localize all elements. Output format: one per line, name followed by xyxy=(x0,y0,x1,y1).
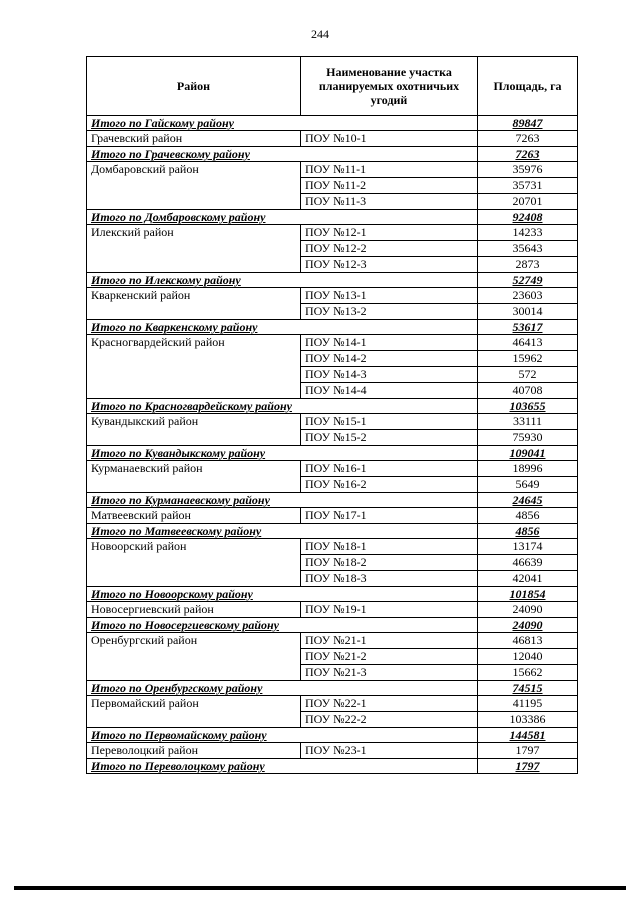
plot-name: ПОУ №18-1 xyxy=(301,539,478,555)
table-row xyxy=(87,288,578,304)
district-name: Домбаровский район xyxy=(87,162,301,210)
plot-name: ПОУ №10-1 xyxy=(301,131,478,147)
table-row xyxy=(87,539,578,555)
plot-name: ПОУ №16-1 xyxy=(301,461,478,477)
total-label: Итого по Первомайскому району xyxy=(87,728,478,743)
total-row xyxy=(87,759,578,774)
total-label: Итого по Матвеевскому району xyxy=(87,524,478,539)
total-row xyxy=(87,681,578,696)
table-row xyxy=(87,131,578,147)
total-area: 52749 xyxy=(478,273,578,288)
total-row xyxy=(87,728,578,743)
plot-area: 41195 xyxy=(478,696,578,712)
total-label: Итого по Переволоцкому району xyxy=(87,759,478,774)
total-row xyxy=(87,446,578,461)
plot-area: 46813 xyxy=(478,633,578,649)
plot-area: 18996 xyxy=(478,461,578,477)
total-label: Итого по Гайскому району xyxy=(87,116,478,131)
plot-name: ПОУ №18-3 xyxy=(301,571,478,587)
plot-name: ПОУ №11-2 xyxy=(301,178,478,194)
total-label: Итого по Домбаровскому району xyxy=(87,210,478,225)
plot-area: 40708 xyxy=(478,383,578,399)
header-plot: Наименование участка планируемых охотничьих угодий xyxy=(301,57,478,116)
table-row xyxy=(87,414,578,430)
plot-area: 35976 xyxy=(478,162,578,178)
district-name: Переволоцкий район xyxy=(87,743,301,759)
table-body xyxy=(87,116,578,774)
total-label: Итого по Кваркенскому району xyxy=(87,320,478,335)
total-area: 101854 xyxy=(478,587,578,602)
total-area: 24090 xyxy=(478,618,578,633)
plot-area: 4856 xyxy=(478,508,578,524)
plot-area: 5649 xyxy=(478,477,578,493)
plot-area: 2873 xyxy=(478,257,578,273)
plot-name: ПОУ №22-1 xyxy=(301,696,478,712)
table-row xyxy=(87,335,578,351)
district-name: Красногвардейский район xyxy=(87,335,301,399)
plot-name: ПОУ №13-2 xyxy=(301,304,478,320)
plot-name: ПОУ №17-1 xyxy=(301,508,478,524)
plot-name: ПОУ №11-3 xyxy=(301,194,478,210)
header-district: Район xyxy=(87,57,301,116)
plot-area: 1797 xyxy=(478,743,578,759)
district-name: Оренбургский район xyxy=(87,633,301,681)
plot-name: ПОУ №21-1 xyxy=(301,633,478,649)
table-row xyxy=(87,633,578,649)
total-area: 4856 xyxy=(478,524,578,539)
plot-area: 24090 xyxy=(478,602,578,618)
plot-area: 572 xyxy=(478,367,578,383)
table-row xyxy=(87,696,578,712)
plot-area: 23603 xyxy=(478,288,578,304)
total-row xyxy=(87,493,578,508)
total-label: Итого по Грачевскому району xyxy=(87,147,478,162)
hunting-grounds-table xyxy=(86,56,578,774)
total-area: 92408 xyxy=(478,210,578,225)
table-row xyxy=(87,602,578,618)
total-area: 109041 xyxy=(478,446,578,461)
plot-name: ПОУ №12-2 xyxy=(301,241,478,257)
district-name: Курманаевский район xyxy=(87,461,301,493)
page-number: 244 xyxy=(311,27,329,41)
total-area: 144581 xyxy=(478,728,578,743)
plot-area: 46413 xyxy=(478,335,578,351)
plot-name: ПОУ №21-2 xyxy=(301,649,478,665)
total-row xyxy=(87,587,578,602)
total-row xyxy=(87,399,578,414)
plot-area: 33111 xyxy=(478,414,578,430)
district-name: Илекский район xyxy=(87,225,301,273)
plot-area: 14233 xyxy=(478,225,578,241)
total-label: Итого по Кувандыкскому району xyxy=(87,446,478,461)
table-row xyxy=(87,508,578,524)
total-row xyxy=(87,147,578,162)
header-area: Площадь, га xyxy=(478,57,578,116)
plot-name: ПОУ №12-3 xyxy=(301,257,478,273)
total-row xyxy=(87,618,578,633)
district-name: Новосергиевский район xyxy=(87,602,301,618)
plot-area: 15662 xyxy=(478,665,578,681)
plot-area: 30014 xyxy=(478,304,578,320)
total-row xyxy=(87,210,578,225)
plot-area: 42041 xyxy=(478,571,578,587)
total-row xyxy=(87,116,578,131)
plot-name: ПОУ №12-1 xyxy=(301,225,478,241)
plot-name: ПОУ №11-1 xyxy=(301,162,478,178)
table-row xyxy=(87,743,578,759)
total-label: Итого по Оренбургскому району xyxy=(87,681,478,696)
total-label: Итого по Илекскому району xyxy=(87,273,478,288)
total-area: 74515 xyxy=(478,681,578,696)
plot-name: ПОУ №14-4 xyxy=(301,383,478,399)
table-header-row xyxy=(87,57,578,116)
total-area: 103655 xyxy=(478,399,578,414)
plot-name: ПОУ №16-2 xyxy=(301,477,478,493)
total-row xyxy=(87,320,578,335)
plot-name: ПОУ №13-1 xyxy=(301,288,478,304)
plot-area: 12040 xyxy=(478,649,578,665)
plot-name: ПОУ №14-1 xyxy=(301,335,478,351)
district-name: Новоорский район xyxy=(87,539,301,587)
total-label: Итого по Курманаевскому району xyxy=(87,493,478,508)
district-name: Матвеевский район xyxy=(87,508,301,524)
plot-name: ПОУ №22-2 xyxy=(301,712,478,728)
district-name: Кувандыкский район xyxy=(87,414,301,446)
total-row xyxy=(87,273,578,288)
table-row xyxy=(87,162,578,178)
district-name: Грачевский район xyxy=(87,131,301,147)
total-area: 89847 xyxy=(478,116,578,131)
district-name: Кваркенский район xyxy=(87,288,301,320)
plot-name: ПОУ №21-3 xyxy=(301,665,478,681)
plot-area: 35643 xyxy=(478,241,578,257)
plot-area: 7263 xyxy=(478,131,578,147)
plot-area: 13174 xyxy=(478,539,578,555)
total-area: 7263 xyxy=(478,147,578,162)
plot-area: 75930 xyxy=(478,430,578,446)
plot-name: ПОУ №14-3 xyxy=(301,367,478,383)
total-row xyxy=(87,524,578,539)
plot-area: 20701 xyxy=(478,194,578,210)
bottom-rule xyxy=(14,886,626,890)
total-label: Итого по Красногвардейскому району xyxy=(87,399,478,414)
plot-area: 46639 xyxy=(478,555,578,571)
total-label: Итого по Новоорскому району xyxy=(87,587,478,602)
district-name: Первомайский район xyxy=(87,696,301,728)
plot-name: ПОУ №14-2 xyxy=(301,351,478,367)
plot-name: ПОУ №23-1 xyxy=(301,743,478,759)
total-label: Итого по Новосергиевскому району xyxy=(87,618,478,633)
plot-name: ПОУ №18-2 xyxy=(301,555,478,571)
total-area: 24645 xyxy=(478,493,578,508)
plot-name: ПОУ №15-1 xyxy=(301,414,478,430)
plot-name: ПОУ №19-1 xyxy=(301,602,478,618)
table-row xyxy=(87,225,578,241)
plot-name: ПОУ №15-2 xyxy=(301,430,478,446)
plot-area: 15962 xyxy=(478,351,578,367)
plot-area: 103386 xyxy=(478,712,578,728)
total-area: 53617 xyxy=(478,320,578,335)
table-row xyxy=(87,461,578,477)
plot-area: 35731 xyxy=(478,178,578,194)
total-area: 1797 xyxy=(478,759,578,774)
